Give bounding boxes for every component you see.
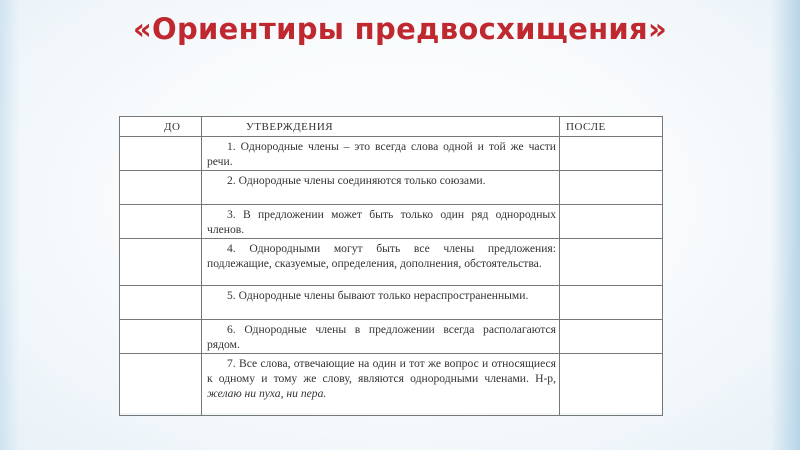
after-cell[interactable] [560, 205, 663, 239]
statement-cell: 6. Однородные члены в предложении всегда располагаются рядом. [202, 320, 560, 354]
before-cell[interactable] [120, 205, 202, 239]
statement-cell: 1. Однородные члены – это всегда слова одной и той же части речи. [202, 137, 560, 171]
after-cell[interactable] [560, 354, 663, 416]
header-before: ДО [120, 117, 202, 137]
statement-text: 7. Все слова, отвечающие на один и тот же вопрос и относящиеся к одному и тому же слову, являются однородными членами. Н-р, [207, 357, 556, 385]
statement-cell: 3. В предложении может быть только один ряд однородных членов. [202, 205, 560, 239]
statements-table [119, 116, 663, 416]
header-after: ПОСЛЕ [560, 117, 663, 137]
before-cell[interactable] [120, 354, 202, 416]
table-row [120, 239, 663, 286]
table-row [120, 286, 663, 320]
background-glow-right [770, 0, 800, 450]
table-header-row [120, 117, 663, 137]
statement-cell: 4. Однородными могут быть все члены предложения: подлежащие, сказуемые, определения, дополнения, обстоятельства. [202, 239, 560, 286]
table-row [120, 205, 663, 239]
after-cell[interactable] [560, 320, 663, 354]
after-cell[interactable] [560, 171, 663, 205]
before-cell[interactable] [120, 171, 202, 205]
statements-table-image [119, 116, 662, 413]
background-glow-left [0, 0, 20, 450]
table-row [120, 354, 663, 416]
after-cell[interactable] [560, 239, 663, 286]
statement-example: желаю ни пуха, ни пера. [207, 387, 327, 400]
header-statements: УТВЕРЖДЕНИЯ [202, 117, 560, 137]
after-cell[interactable] [560, 137, 663, 171]
before-cell[interactable] [120, 286, 202, 320]
table-row [120, 171, 663, 205]
before-cell[interactable] [120, 320, 202, 354]
statement-cell: 2. Однородные члены соединяются только союзами. [202, 171, 560, 205]
statement-cell: 5. Однородные члены бывают только нераспространенными. [202, 286, 560, 320]
table-row [120, 137, 663, 171]
slide-title: «Ориентиры предвосхищения» [133, 12, 667, 46]
before-cell[interactable] [120, 239, 202, 286]
table-row [120, 320, 663, 354]
before-cell[interactable] [120, 137, 202, 171]
statement-cell [202, 354, 560, 416]
after-cell[interactable] [560, 286, 663, 320]
